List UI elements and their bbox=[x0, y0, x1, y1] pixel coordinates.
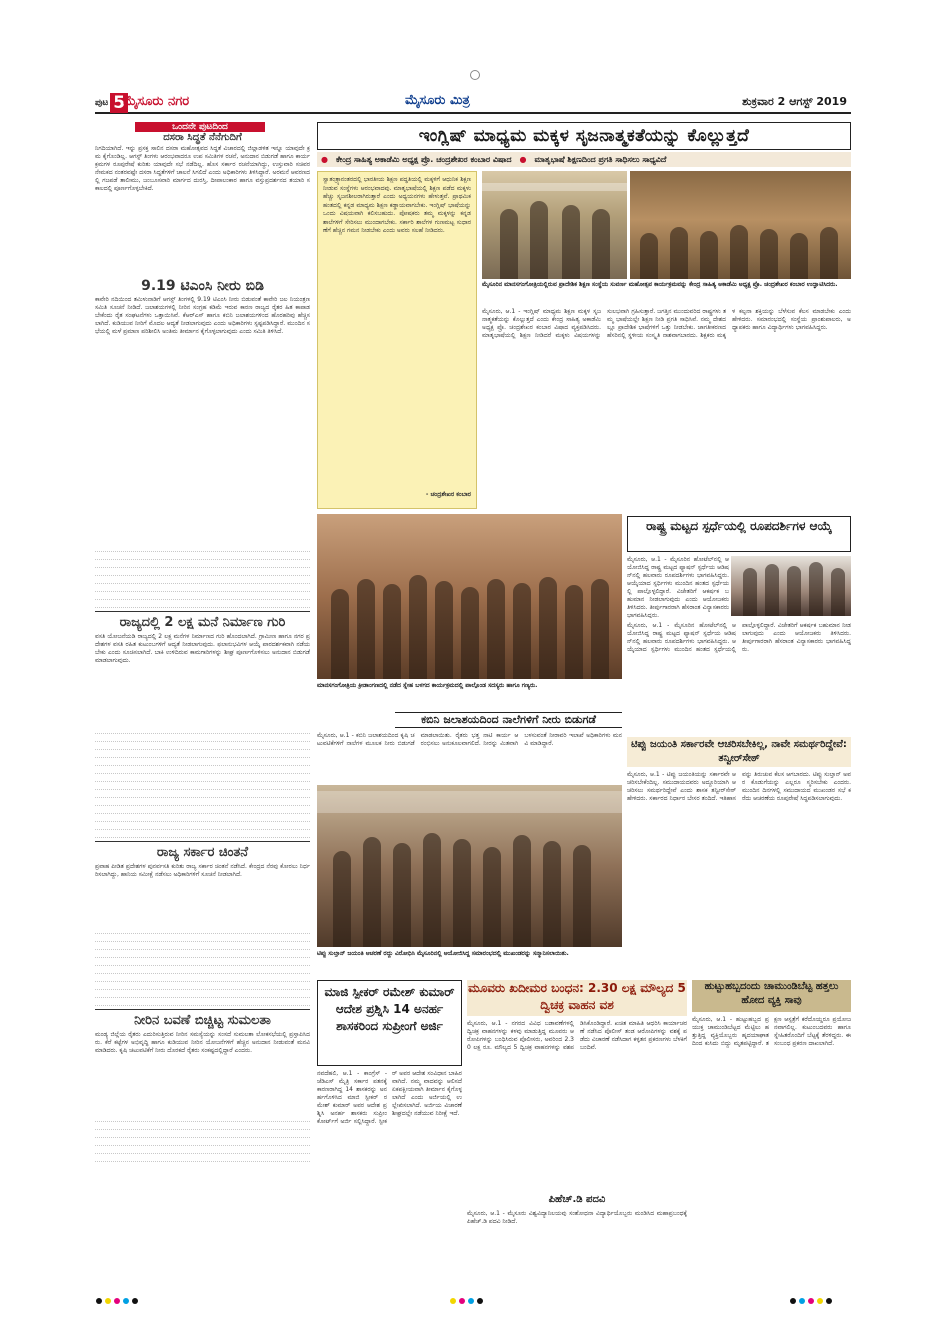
lead-headline: ಇಂಗ್ಲಿಷ್ ಮಾಧ್ಯಮ ಮಕ್ಕಳ ಸೃಜನಾತ್ಮಕತೆಯನ್ನು ಕೊಲ್ಲುತ್ತದೆ bbox=[317, 122, 851, 150]
story-text: ಮೈಸೂರು, ಆ.1 - ನಗರದ ವಿವಿಧ ಬಡಾವಣೆಗಳಲ್ಲಿ ದ್ವಿಚಕ್ರ ವಾಹನಗಳನ್ನು ಕಳವು ಮಾಡುತ್ತಿದ್ದ ಮೂವರು ಆರೋಪಿಗಳನ್ನು ಬಂಧಿಸಿರುವ ಪೊಲೀಸರು, ಅವರಿಂದ 2.30 ಲಕ್ಷ ರೂ. ಮೌಲ್ಯದ 5 ದ್ವಿಚಕ್ರ ವಾಹನಗಳನ್ನು ವಶಪಡಿಸಿಕೊಂಡಿದ್ದಾರೆ. ಖಚಿತ ಮಾಹಿತಿ ಆಧರಿಸಿ ಕಾರ್ಯಾಚರಣೆ ನಡೆಸಿದ ಪೊಲೀಸ್ ತಂಡ ಆರೋಪಿಗಳನ್ನು ವಶಕ್ಕೆ ಪಡೆದು ವಿಚಾರಣೆ ನಡೆಸಿದಾಗ ಕಳ್ಳತನ ಪ್ರಕರಣಗಳು ಬೆಳಕಿಗೆ ಬಂದಿವೆ. bbox=[467, 1020, 687, 1051]
page-header bbox=[95, 92, 851, 114]
story-headline: ರಾಷ್ಟ್ರ ಮಟ್ಟದ ಸ್ಪರ್ಧೆಯಲ್ಲಿ ರೂಪದರ್ಶಿಗಳ ಆಯ್ಕೆ bbox=[627, 516, 851, 552]
group-photo-caption: ಮಾನಸಗಂಗೋತ್ರಿಯ ಕ್ರೀಡಾಂಗಣದಲ್ಲಿ ನಡೆದ ಸ್ನೇಹ ಬಳಗದ ಕಾರ್ಯಕ್ರಮದಲ್ಲಿ ಪಾಲ್ಗೊಂಡ ಸದಸ್ಯರು ಹಾಗೂ ಗಣ್ಯರು. bbox=[317, 682, 538, 689]
story-text: ಮೈಸೂರು, ಆ.1 - ಹುಟ್ಟುಹಬ್ಬದ ಪ್ರಯುಕ್ತ ಚಾಮುಂಡಿಬೆಟ್ಟದ ಮೆಟ್ಟಿಲು ಹತ್ತುತ್ತಿದ್ದ ವ್ಯಕ್ತಿಯೊಬ್ಬರು ಹೃದಯಾಘಾತದಿಂದ ಕುಸಿದು ಬಿದ್ದು ಮೃತಪಟ್ಟಿದ್ದಾರೆ. ತಕ್ಷಣ ಆಸ್ಪತ್ರೆಗೆ ಕರೆದೊಯ್ದರೂ ಪ್ರಯೋಜನವಾಗಲಿಲ್ಲ. ಕುಟುಂಬದವರು ಹಾಗೂ ಸ್ನೇಹಿತರೊಂದಿಗೆ ಬೆಟ್ಟಕ್ಕೆ ತೆರಳಿದ್ದರು. ಈ ಸಂಬಂಧ ಪ್ರಕರಣ ದಾಖಲಾಗಿದೆ. bbox=[692, 1016, 851, 1047]
lead-photo-dignitaries bbox=[482, 171, 627, 279]
story-headline: ಟಿಪ್ಪು ಜಯಂತಿ ಸರ್ಕಾರವೇ ಆಚರಿಸಬೇಕಿಲ್ಲ, ನಾವೇ ಸಮರ್ಥರಿದ್ದೇವೆ: ತನ್ವೀರ್‌ಸೇಠ್ bbox=[627, 737, 851, 767]
lead-bullet: ಮಾತೃಭಾಷೆ ಶಿಕ್ಷಣದಿಂದ ಪ್ರಗತಿ ಸಾಧಿಸಲು ಸಾಧ್ಯವಿದೆ bbox=[534, 154, 667, 164]
story-text: ಕಾವೇರಿ ನದಿಯಿಂದ ತಮಿಳುನಾಡಿಗೆ ಆಗಸ್ಟ್ ತಿಂಗಳಲ್ಲಿ 9.19 ಟಿಎಂಸಿ ನೀರು ಬಿಡುವಂತೆ ಕಾವೇರಿ ಜಲ ನಿಯಂತ್ರಣ ಸಮಿತಿ ಸೂಚನೆ ನೀಡಿದೆ. ಜಲಾಶಯಗಳಲ್ಲಿ ನೀರಿನ ಸಂಗ್ರಹ ಕಡಿಮೆ ಇರುವ ಕಾರಣ ರಾಜ್ಯದ ರೈತರ ಹಿತ ಕಾಪಾಡಬೇಕೆಂದು ರೈತ ಸಂಘಟನೆಗಳು ಒತ್ತಾಯಿಸಿವೆ. ಕೆಆರ್‌ಎಸ್ ಹಾಗೂ ಕಬಿನಿ ಜಲಾಶಯಗಳಿಂದ ಹೊರಹರಿವು ಹೆಚ್ಚಿಸಲಾಗಿದೆ. ಕುಡಿಯುವ ನೀರಿಗೆ ಮೊದಲ ಆದ್ಯತೆ ನೀಡಲಾಗುವುದು ಎಂದು ಅಧಿಕಾರಿಗಳು ಸ್ಪಷ್ಟಪಡಿಸಿದ್ದಾರೆ. ಮುಂದಿನ ಸಭೆಯಲ್ಲಿ ಮಳೆ ಪ್ರಮಾಣ ಪರಿಶೀಲಿಸಿ ಅಂತಿಮ ತೀರ್ಮಾನ ಕೈಗೊಳ್ಳಲಾಗುವುದು ಎಂದು ಸಮಿತಿ ತಿಳಿಸಿದೆ. bbox=[95, 296, 310, 335]
continued-headline: ದಸರಾ ಸಿದ್ಧತೆ ನೆನೆಗುದಿಗೆ bbox=[163, 132, 242, 143]
registration-mark bbox=[470, 70, 480, 80]
story-text: ವಸತಿ ಯೋಜನೆಯಡಿ ರಾಜ್ಯದಲ್ಲಿ 2 ಲಕ್ಷ ಮನೆಗಳ ನಿರ್ಮಾಣದ ಗುರಿ ಹೊಂದಲಾಗಿದೆ. ಗ್ರಾಮೀಣ ಹಾಗೂ ನಗರ ಪ್ರದೇಶಗಳ ವಸತಿ ರಹಿತ ಕುಟುಂಬಗಳಿಗೆ ಆದ್ಯತೆ ನೀಡಲಾಗುವುದು. ಫಲಾನುಭವಿಗಳ ಆಯ್ಕೆ ಪಾರದರ್ಶಕವಾಗಿ ನಡೆಯಬೇಕು ಎಂದು ಸೂಚಿಸಲಾಗಿದೆ. ಬಾಕಿ ಉಳಿದಿರುವ ಕಾಮಗಾರಿಗಳನ್ನು ಶೀಘ್ರ ಪೂರ್ಣಗೊಳಿಸಲು ಅನುದಾನ ಬಿಡುಗಡೆ ಮಾಡಲಾಗುವುದು. bbox=[95, 633, 310, 664]
story-headline: ಮಾಜಿ ಸ್ಪೀಕರ್ ರಮೇಶ್ ಕುಮಾರ್ ಆದೇಶ ಪ್ರಶ್ನಿಸಿ 14 ಅನರ್ಹ ಶಾಸಕರಿಂದ ಸುಪ್ರೀಂಗೆ ಅರ್ಜಿ bbox=[317, 980, 462, 1066]
sidebar-text: ಸ್ವಾತಂತ್ರ್ಯಾನಂತರದಲ್ಲಿ ಭಾರತೀಯ ಶಿಕ್ಷಣ ಪದ್ಧತಿಯಲ್ಲಿ ಮಕ್ಕಳಿಗೆ ಆಧುನಿಕ ಶಿಕ್ಷಣ ನೀಡುವ ಸಂಸ್ಥೆಗಳು ಆರಂಭವಾದವು. ಮಾತೃಭಾಷೆಯಲ್ಲಿ ಶಿಕ್ಷಣ ಪಡೆದ ಮಕ್ಕಳು ಹೆಚ್ಚು ಸೃಜನಶೀಲರಾಗಿರುತ್ತಾರೆ ಎಂದು ಅಧ್ಯಯನಗಳು ಹೇಳುತ್ತವೆ. ಪ್ರಾಥಮಿಕ ಹಂತದಲ್ಲಿ ಕನ್ನಡ ಮಾಧ್ಯಮ ಶಿಕ್ಷಣ ಕಡ್ಡಾಯವಾಗಬೇಕು. ಇಂಗ್ಲಿಷ್ ಭಾಷೆಯನ್ನು ಒಂದು ವಿಷಯವಾಗಿ ಕಲಿಸಬಹುದು. ಪೋಷಕರು ತಮ್ಮ ಮಕ್ಕಳನ್ನು ಕನ್ನಡ ಶಾಲೆಗಳಿಗೆ ಸೇರಿಸಲು ಮುಂದಾಗಬೇಕು. ಸರ್ಕಾರಿ ಶಾಲೆಗಳ ಗುಣಮಟ್ಟ ಸುಧಾರಣೆಗೆ ಹೆಚ್ಚಿನ ಗಮನ ನೀಡಬೇಕು ಎಂದು ಅವರು ಸಲಹೆ ನೀಡಿದರು. bbox=[323, 176, 471, 234]
story-headline: ನೀರಿನ ಬವಣೆ ಬಿಚ್ಚಿಟ್ಟ ಸುಮಲತಾ bbox=[134, 1013, 271, 1028]
issue-date: ಶುಕ್ರವಾರ 2 ಆಗಸ್ಟ್ 2019 bbox=[742, 95, 847, 108]
story-headline: ಕಬಿನಿ ಜಲಾಶಯದಿಂದ ನಾಲೆಗಳಿಗೆ ನೀರು ಬಿಡುಗಡೆ bbox=[395, 712, 622, 728]
story-headline: ಮೂವರು ಖದೀಮರ ಬಂಧನ: 2.30 ಲಕ್ಷ ಮೌಲ್ಯದ 5 ದ್ವಿಚಕ್ರ ವಾಹನ ವಶ bbox=[467, 980, 687, 1016]
story-text: ನವದೆಹಲಿ, ಆ.1 - ಕಾಂಗ್ರೆಸ್ - ಜೆಡಿಎಸ್ ಮೈತ್ರಿ ಸರ್ಕಾರ ಪತನಕ್ಕೆ ಕಾರಣರಾಗಿದ್ದ 14 ಶಾಸಕರನ್ನು ಅನರ್ಹಗೊಳಿಸಿದ ಮಾಜಿ ಸ್ಪೀಕರ್ ರಮೇಶ್ ಕುಮಾರ್ ಅವರ ಆದೇಶ ಪ್ರಶ್ನಿಸಿ ಅನರ್ಹ ಶಾಸಕರು ಸುಪ್ರೀಂ ಕೋರ್ಟ್‌ಗೆ ಅರ್ಜಿ ಸಲ್ಲಿಸಿದ್ದಾರೆ. ಸ್ಪೀಕರ್ ಅವರ ಆದೇಶ ಸಂವಿಧಾನ ಬಾಹಿರವಾಗಿದೆ. ನಮ್ಮ ವಾದವನ್ನು ಆಲಿಸದೆ ಏಕಪಕ್ಷೀಯವಾಗಿ ತೀರ್ಮಾನ ಕೈಗೊಳ್ಳಲಾಗಿದೆ ಎಂದು ಅರ್ಜಿಯಲ್ಲಿ ಉಲ್ಲೇಖಿಸಲಾಗಿದೆ. ಅರ್ಜಿಯ ವಿಚಾರಣೆ ಶೀಘ್ರದಲ್ಲೇ ನಡೆಯುವ ನಿರೀಕ್ಷೆ ಇದೆ. bbox=[317, 1070, 462, 1125]
story-text: ಮೈಸೂರು, ಆ.1 - ಕಬಿನಿ ಜಲಾಶಯದಿಂದ ಕೃಷಿ ಚಟುವಟಿಕೆಗಳಿಗೆ ನಾಲೆಗಳ ಮೂಲಕ ನೀರು ಬಿಡುಗಡೆ ಮಾಡಲಾಯಿತು. ರೈತರು ಭತ್ತ ನಾಟಿ ಕಾರ್ಯ ಆರಂಭಿಸಲು ಅನುಕೂಲವಾಗಲಿದೆ. ನೀರನ್ನು ಮಿತವಾಗಿ ಬಳಸುವಂತೆ ನೀರಾವರಿ ಇಲಾಖೆ ಅಧಿಕಾರಿಗಳು ಮನವಿ ಮಾಡಿದ್ದಾರೆ. bbox=[317, 732, 622, 747]
color-registration-dots bbox=[790, 1298, 832, 1304]
sidebar-credit: - ಚಂದ್ರಶೇಖರ ಕಂಬಾರ bbox=[425, 491, 471, 498]
story-headline: ರಾಜ್ಯ ಸರ್ಕಾರ ಚಿಂತನೆ bbox=[156, 845, 249, 860]
section-title: ಮೈಸೂರು ನಗರ bbox=[123, 94, 190, 109]
story-text: ಪ್ರವಾಹ ಪೀಡಿತ ಪ್ರದೇಶಗಳ ಪುನರ್ವಸತಿ ಕುರಿತು ರಾಜ್ಯ ಸರ್ಕಾರ ಚಿಂತನೆ ನಡೆಸಿದೆ. ಕೇಂದ್ರದ ನೆರವು ಕೋರಲು ನಿರ್ಧರಿಸಲಾಗಿದ್ದು, ಹಾನಿಯ ಸಮೀಕ್ಷೆ ನಡೆಸಲು ಅಧಿಕಾರಿಗಳಿಗೆ ಸೂಚನೆ ನೀಡಲಾಗಿದೆ. bbox=[95, 863, 310, 878]
left-column bbox=[95, 122, 310, 1282]
story-text: ಮೈಸೂರು, ಆ.1 - ಮೈಸೂರಿನ ಹೋಟೆಲ್‌ನಲ್ಲಿ ಆಯೋಜಿಸಿದ್ದ ರಾಷ್ಟ್ರ ಮಟ್ಟದ ಫ್ಯಾಷನ್ ಸ್ಪರ್ಧೆಯ ಆಡಿಷನ್‌ನಲ್ಲಿ ಹಲವಾರು ರೂಪದರ್ಶಿಗಳು ಭಾಗವಹಿಸಿದ್ದರು. ಆಯ್ಕೆಯಾದ ಸ್ಪರ್ಧಿಗಳು ಮುಂದಿನ ಹಂತದ ಸ್ಪರ್ಧೆಯಲ್ಲಿ ಪಾಲ್ಗೊಳ್ಳಲಿದ್ದಾರೆ. ವಿಜೇತರಿಗೆ ಆಕರ್ಷಕ ಬಹುಮಾನ ನೀಡಲಾಗುವುದು ಎಂದು ಆಯೋಜಕರು ತಿಳಿಸಿದರು. ತೀರ್ಪುಗಾರರಾಗಿ ಹೆಸರಾಂತ ವಿನ್ಯಾಸಕಾರರು ಭಾಗವಹಿಸಿದ್ದರು. bbox=[627, 622, 851, 653]
newspaper-page bbox=[95, 92, 851, 1289]
felicitation-photo bbox=[317, 785, 622, 947]
page-number: 5 bbox=[110, 93, 128, 113]
story-text: ನಿಗದಿಯಾಗಿದೆ. ಇನ್ನು ಪ್ರಸಕ್ತ ಸಾಲಿನ ದಸರಾ ಮಹೋತ್ಸವದ ಸಿದ್ಧತೆ ವಿಚಾರದಲ್ಲಿ ಜಿಲ್ಲಾಡಳಿತ ಇನ್ನೂ ಯಾವುದೇ ಕ್ರಮ ಕೈಗೊಂಡಿಲ್ಲ. ಆಗಸ್ಟ್ ತಿಂಗಳು ಆರಂಭವಾದರೂ ಉಪ ಸಮಿತಿಗಳ ರಚನೆ, ಅನುದಾನ ಬಿಡುಗಡೆ ಹಾಗೂ ಕಾರ್ಯಕ್ರಮಗಳ ರೂಪುರೇಷೆ ಕುರಿತು ಯಾವುದೇ ಸಭೆ ನಡೆದಿಲ್ಲ. ಹೊಸ ಸರ್ಕಾರ ರಚನೆಯಾಗಿದ್ದು, ಉಸ್ತುವಾರಿ ಸಚಿವರ ನೇಮಕದ ನಂತರವಷ್ಟೇ ದಸರಾ ಸಿದ್ಧತೆಗಳಿಗೆ ಚಾಲನೆ ಸಿಗಲಿದೆ ಎಂದು ಅಧಿಕಾರಿಗಳು ತಿಳಿಸಿದ್ದಾರೆ. ಅರಮನೆ ಆವರಣದಲ್ಲಿ ಗಜಪಡೆ ತಾಲೀಮು, ಜಂಬೂಸವಾರಿ ಮಾರ್ಗದ ದುರಸ್ತಿ, ದೀಪಾಲಂಕಾರ ಹಾಗೂ ವಸ್ತುಪ್ರದರ್ಶನದ ತಯಾರಿ ಸಕಾಲದಲ್ಲಿ ಪೂರ್ಣಗೊಳ್ಳಬೇಕಿದೆ. bbox=[95, 145, 310, 192]
story-headline: ರಾಜ್ಯದಲ್ಲಿ 2 ಲಕ್ಷ ಮನೆ ನಿರ್ಮಾಣ ಗುರಿ bbox=[119, 615, 286, 630]
lead-bullet: ಕೇಂದ್ರ ಸಾಹಿತ್ಯ ಅಕಾಡೆಮಿ ಅಧ್ಯಕ್ಷ ಪ್ರೊ. ಚಂದ್ರಶೇಖರ ಕಂಬಾರ ವಿಷಾದ bbox=[335, 154, 512, 164]
story-headline: ಹುಟ್ಟುಹಬ್ಬದಂದು ಚಾಮುಂಡಿಬೆಟ್ಟ ಹತ್ತಲು ಹೋದ ವ್ಯಕ್ತಿ ಸಾವು bbox=[692, 980, 851, 1012]
group-photo bbox=[317, 514, 622, 679]
sidebar-quote-box bbox=[317, 171, 477, 509]
story-text: ಮೈಸೂರು, ಆ.1 - ಟಿಪ್ಪು ಜಯಂತಿಯನ್ನು ಸರ್ಕಾರವೇ ಆಚರಿಸಬೇಕೆಂದಿಲ್ಲ. ಸಮುದಾಯದವರು ಅದ್ದೂರಿಯಾಗಿ ಆಚರಿಸಲು ಸಮರ್ಥರಿದ್ದೇವೆ ಎಂದು ಶಾಸಕ ತನ್ವೀರ್‌ಸೇಠ್ ಹೇಳಿದರು. ಸರ್ಕಾರದ ನಿರ್ಧಾರ ಬೇಸರ ತಂದಿದೆ. ಇತಿಹಾಸವನ್ನು ತಿರುಚುವ ಕೆಲಸ ಆಗಬಾರದು. ಟಿಪ್ಪು ಸುಲ್ತಾನ್ ಅವರ ಕೊಡುಗೆಯನ್ನು ಎಲ್ಲರೂ ಸ್ಮರಿಸಬೇಕು ಎಂದರು. ಮುಂದಿನ ದಿನಗಳಲ್ಲಿ ಸಮುದಾಯದ ಮುಖಂಡರ ಸಭೆ ಕರೆದು ಆಚರಣೆಯ ರೂಪುರೇಷೆ ಸಿದ್ಧಪಡಿಸಲಾಗುವುದು. bbox=[627, 771, 851, 802]
story-headline: ಪಿಹೆಚ್.ಡಿ ಪದವಿ bbox=[548, 1194, 606, 1205]
felicitation-photo-caption: ಟಿಪ್ಪು ಸುಲ್ತಾನ್ ಜಯಂತಿ ಆಚರಣೆ ರದ್ದು ವಿರೋಧಿಸಿ ಮೈಸೂರಿನಲ್ಲಿ ಆಯೋಜಿಸಿದ್ದ ಸಮಾರಂಭದಲ್ಲಿ ಮುಖಂಡರನ್ನು ಸನ್ಮಾನಿಸಲಾಯಿತು. bbox=[317, 950, 569, 957]
lead-photo-caption: ಮೈಸೂರಿನ ಮಾನಸಗಂಗೋತ್ರಿಯಲ್ಲಿರುವ ಪ್ರಾದೇಶಿಕ ಶಿಕ್ಷಣ ಸಂಸ್ಥೆಯ ಸುವರ್ಣ ಮಹೋತ್ಸವ ಕಾರ್ಯಕ್ರಮವನ್ನು ಕೇಂದ್ರ ಸಾಹಿತ್ಯ ಅಕಾಡೆಮಿ ಅಧ್ಯಕ್ಷ ಪ್ರೊ. ಚಂದ್ರಶೇಖರ ಕಂಬಾರ ಉದ್ಘಾಟಿಸಿದರು. bbox=[482, 281, 838, 288]
lead-bullets: ● ಕೇಂದ್ರ ಸಾಹಿತ್ಯ ಅಕಾಡೆಮಿ ಅಧ್ಯಕ್ಷ ಪ್ರೊ. ಚಂದ್ರಶೇಖರ ಕಂಬಾರ ವಿಷಾದ ● ಮಾತೃಭಾಷೆ ಶಿಕ್ಷಣದಿಂದ ಪ್ರಗತಿ ಸಾಧಿಸಲು ಸಾಧ್ಯವಿದೆ bbox=[317, 152, 851, 167]
color-registration-dots bbox=[96, 1298, 138, 1304]
story-text: ಮೈಸೂರು, ಆ.1 - ಮೈಸೂರಿನ ಹೋಟೆಲ್‌ನಲ್ಲಿ ಆಯೋಜಿಸಿದ್ದ ರಾಷ್ಟ್ರ ಮಟ್ಟದ ಫ್ಯಾಷನ್ ಸ್ಪರ್ಧೆಯ ಆಡಿಷನ್‌ನಲ್ಲಿ ಹಲವಾರು ರೂಪದರ್ಶಿಗಳು ಭಾಗವಹಿಸಿದ್ದರು. ಆಯ್ಕೆಯಾದ ಸ್ಪರ್ಧಿಗಳು ಮುಂದಿನ ಹಂತದ ಸ್ಪರ್ಧೆಯಲ್ಲಿ ಪಾಲ್ಗೊಳ್ಳಲಿದ್ದಾರೆ. ವಿಜೇತರಿಗೆ ಆಕರ್ಷಕ ಬಹುಮಾನ ನೀಡಲಾಗುವುದು ಎಂದು ಆಯೋಜಕರು ತಿಳಿಸಿದರು. ತೀರ್ಪುಗಾರರಾಗಿ ಹೆಸರಾಂತ ವಿನ್ಯಾಸಕಾರರು ಭಾಗವಹಿಸಿದ್ದರು. bbox=[627, 556, 729, 618]
story-text: ಮಂಡ್ಯ ಜಿಲ್ಲೆಯ ರೈತರು ಎದುರಿಸುತ್ತಿರುವ ನೀರಿನ ಸಮಸ್ಯೆಯನ್ನು ಸಂಸದೆ ಸುಮಲತಾ ಲೋಕಸಭೆಯಲ್ಲಿ ಪ್ರಸ್ತಾಪಿಸಿದರು. ಕೆರೆ ಕಟ್ಟೆಗಳ ಅಭಿವೃದ್ಧಿ ಹಾಗೂ ಕುಡಿಯುವ ನೀರಿನ ಯೋಜನೆಗಳಿಗೆ ಹೆಚ್ಚಿನ ಅನುದಾನ ನೀಡುವಂತೆ ಮನವಿ ಮಾಡಿದರು. ಕೃಷಿ ಚಟುವಟಿಕೆಗೆ ನೀರು ದೊರಕದೆ ರೈತರು ಸಂಕಷ್ಟದಲ್ಲಿದ್ದಾರೆ ಎಂದರು. bbox=[95, 1031, 310, 1054]
story-text: ಮೈಸೂರು, ಆ.1 - ಮೈಸೂರು ವಿಶ್ವವಿದ್ಯಾನಿಲಯವು ಸಂಶೋಧನಾ ವಿದ್ಯಾರ್ಥಿಯೊಬ್ಬರು ಮಂಡಿಸಿದ ಮಹಾಪ್ರಬಂಧಕ್ಕೆ ಪಿಹೆಚ್.ಡಿ ಪದವಿ ನೀಡಿದೆ. bbox=[467, 1210, 687, 1225]
page-label: ಪುಟ bbox=[95, 98, 109, 108]
lead-story-body: ಮೈಸೂರು, ಆ.1 - ಇಂಗ್ಲಿಷ್ ಮಾಧ್ಯಮ ಶಿಕ್ಷಣ ಮಕ್ಕಳ ಸೃಜನಾತ್ಮಕತೆಯನ್ನು ಕೊಲ್ಲುತ್ತದೆ ಎಂದು ಕೇಂದ್ರ ಸಾಹಿತ್ಯ ಅಕಾಡೆಮಿ ಅಧ್ಯಕ್ಷ ಪ್ರೊ. ಚಂದ್ರಶೇಖರ ಕಂಬಾರ ವಿಷಾದ ವ್ಯಕ್ತಪಡಿಸಿದರು. ಮಾತೃಭಾಷೆಯಲ್ಲಿ ಶಿಕ್ಷಣ ನೀಡಿದರೆ ಮಕ್ಕಳು ವಿಷಯಗಳನ್ನು ಸುಲಭವಾಗಿ ಗ್ರಹಿಸುತ್ತಾರೆ. ಜಗತ್ತಿನ ಮುಂದುವರಿದ ರಾಷ್ಟ್ರಗಳು ತಮ್ಮ ಭಾಷೆಯಲ್ಲೇ ಶಿಕ್ಷಣ ನೀಡಿ ಪ್ರಗತಿ ಸಾಧಿಸಿವೆ. ನಮ್ಮ ದೇಶದಲ್ಲೂ ಪ್ರಾದೇಶಿಕ ಭಾಷೆಗಳಿಗೆ ಒತ್ತು ನೀಡಬೇಕು. ಜಾಗತೀಕರಣದ ಹೆಸರಿನಲ್ಲಿ ಸ್ಥಳೀಯ ಸಂಸ್ಕೃತಿ ನಾಶವಾಗಬಾರದು. ಶಿಕ್ಷಕರು ಮಕ್ಕಳ ಕಲ್ಪನಾ ಶಕ್ತಿಯನ್ನು ಬೆಳೆಸುವ ಕೆಲಸ ಮಾಡಬೇಕು ಎಂದು ಹೇಳಿದರು. ಸಮಾರಂಭದಲ್ಲಿ ಸಂಸ್ಥೆಯ ಪ್ರಾಂಶುಪಾಲರು, ಅಧ್ಯಾಪಕರು ಹಾಗೂ ವಿದ್ಯಾರ್ಥಿಗಳು ಭಾಗವಹಿಸಿದ್ದರು. bbox=[482, 308, 851, 339]
models-photo bbox=[731, 556, 851, 616]
lead-photo-audience bbox=[630, 171, 851, 279]
story-headline: 9.19 ಟಿಎಂಸಿ ನೀರು ಬಿಡಿ bbox=[141, 278, 264, 294]
continued-tag: ಒಂದನೇ ಪುಟದಿಂದ bbox=[135, 122, 265, 132]
color-registration-dots bbox=[450, 1298, 483, 1304]
newspaper-brand: ಮೈಸೂರು ಮಿತ್ರ bbox=[405, 93, 470, 108]
